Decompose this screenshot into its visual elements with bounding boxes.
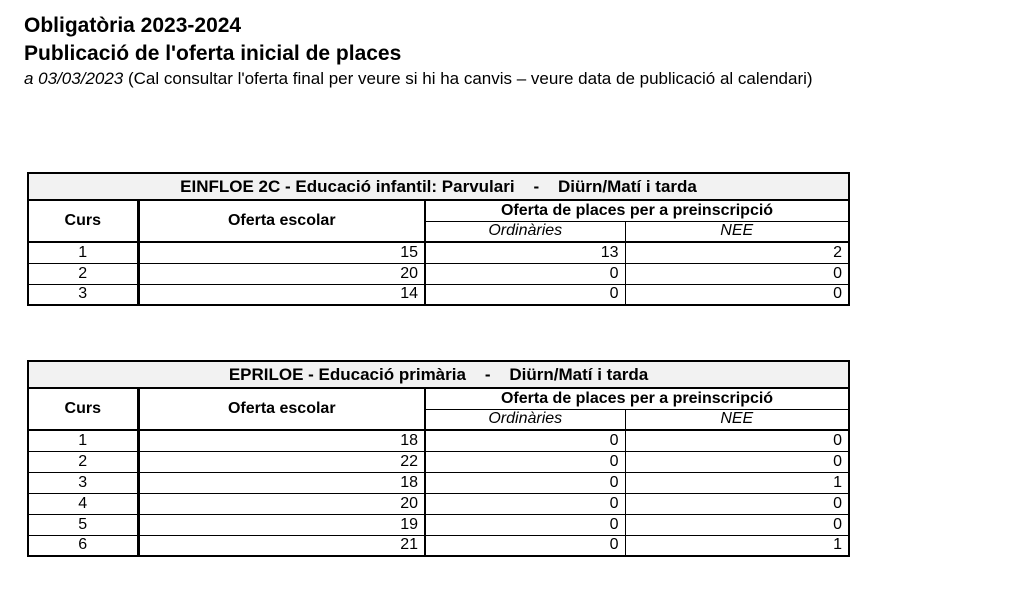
table-title: EINFLOE 2C - Educació infantil: Parvulari - Diürn/Matí i tarda: [28, 173, 849, 200]
cell-oferta: 15: [138, 242, 425, 263]
col-header-oferta-escolar: Oferta escolar: [138, 200, 425, 242]
table-row: [28, 242, 849, 263]
cell-nee: 0: [625, 263, 849, 284]
col-header-nee: NEE: [625, 221, 849, 242]
publication-date: a 03/03/2023: [24, 69, 124, 88]
col-header-ordinaries: Ordinàries: [425, 409, 625, 430]
cell-nee: 0: [625, 430, 849, 451]
table-body: [28, 361, 849, 556]
cell-nee: 0: [625, 284, 849, 305]
cell-ordinaries: 13: [425, 242, 625, 263]
cell-nee: 0: [625, 493, 849, 514]
table-row: [28, 284, 849, 305]
cell-curs: 6: [28, 535, 138, 556]
cell-oferta: 14: [138, 284, 425, 305]
cell-curs: 2: [28, 451, 138, 472]
col-header-preinscripcio: Oferta de places per a preinscripció: [425, 200, 849, 221]
cell-nee: 1: [625, 472, 849, 493]
col-header-curs: Curs: [28, 200, 138, 242]
cell-oferta: 22: [138, 451, 425, 472]
cell-nee: 2: [625, 242, 849, 263]
table-title: EPRILOE - Educació primària - Diürn/Matí i tarda: [28, 361, 849, 388]
cell-ordinaries: 0: [425, 535, 625, 556]
cell-curs: 4: [28, 493, 138, 514]
publication-note: [24, 68, 813, 90]
col-header-ordinaries: Ordinàries: [425, 221, 625, 242]
cell-oferta: 20: [138, 263, 425, 284]
cell-ordinaries: 0: [425, 514, 625, 535]
cell-oferta: 20: [138, 493, 425, 514]
page-title: Obligatòria 2023-2024: [24, 14, 242, 37]
cell-oferta: 18: [138, 430, 425, 451]
table-row: [28, 263, 849, 284]
table-row: [28, 493, 849, 514]
table-row: [28, 451, 849, 472]
offer-table-infantil: [27, 172, 850, 306]
cell-curs: 1: [28, 242, 138, 263]
cell-ordinaries: 0: [425, 493, 625, 514]
table-title-row: [28, 361, 849, 388]
table-row: [28, 514, 849, 535]
table-body: [28, 173, 849, 305]
page-subtitle: Publicació de l'oferta inicial de places: [24, 42, 402, 65]
cell-nee: 1: [625, 535, 849, 556]
publication-note-text: (Cal consultar l'oferta final per veure si hi ha canvis – veure data de publicació al calendari): [123, 69, 813, 88]
col-header-preinscripcio: Oferta de places per a preinscripció: [425, 388, 849, 409]
cell-ordinaries: 0: [425, 263, 625, 284]
cell-oferta: 18: [138, 472, 425, 493]
cell-curs: 3: [28, 472, 138, 493]
offer-table-primaria: [27, 360, 850, 557]
table-row: [28, 472, 849, 493]
cell-curs: 1: [28, 430, 138, 451]
cell-curs: 5: [28, 514, 138, 535]
cell-oferta: 19: [138, 514, 425, 535]
col-header-oferta-escolar: Oferta escolar: [138, 388, 425, 430]
cell-ordinaries: 0: [425, 472, 625, 493]
cell-curs: 3: [28, 284, 138, 305]
header-row: [28, 388, 849, 409]
table-title-row: [28, 173, 849, 200]
cell-ordinaries: 0: [425, 430, 625, 451]
cell-nee: 0: [625, 514, 849, 535]
table-row: [28, 535, 849, 556]
page-header: [24, 12, 813, 90]
col-header-nee: NEE: [625, 409, 849, 430]
cell-curs: 2: [28, 263, 138, 284]
cell-oferta: 21: [138, 535, 425, 556]
table-row: [28, 430, 849, 451]
header-row: [28, 200, 849, 221]
col-header-curs: Curs: [28, 388, 138, 430]
cell-ordinaries: 0: [425, 284, 625, 305]
cell-ordinaries: 0: [425, 451, 625, 472]
cell-nee: 0: [625, 451, 849, 472]
